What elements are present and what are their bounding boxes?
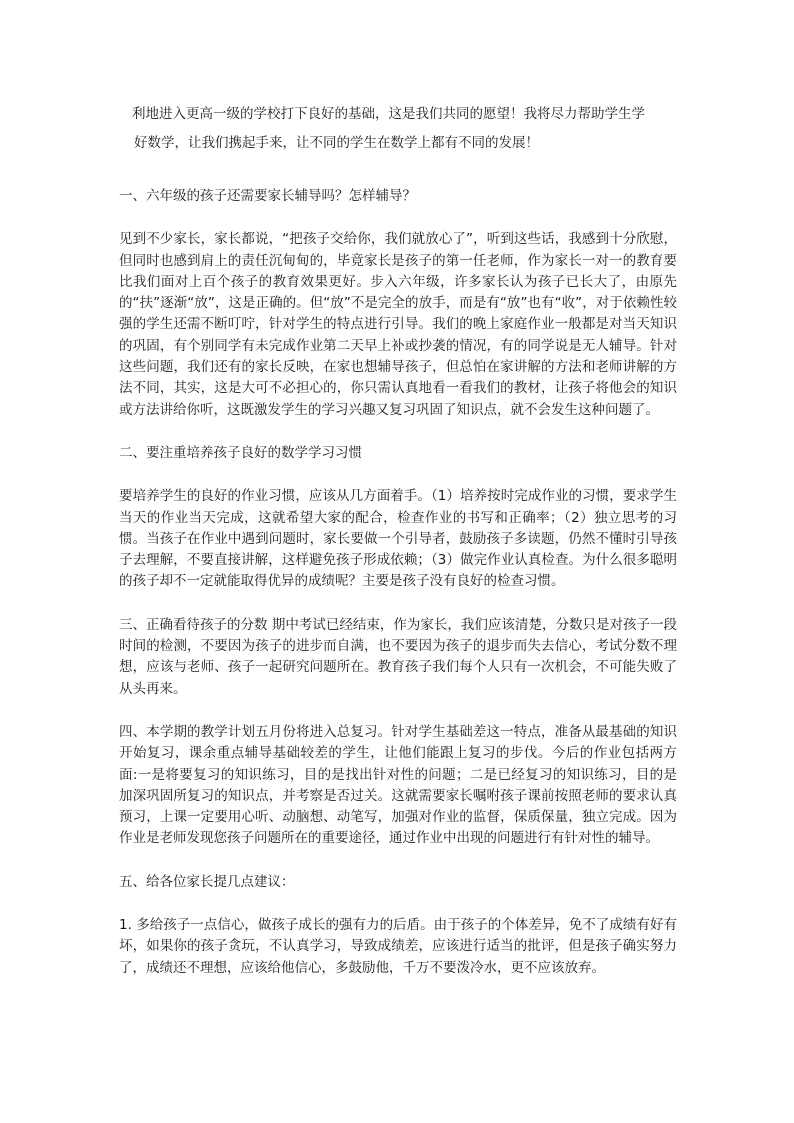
section-1-heading: 一、六年级的孩子还需要家长辅导吗？怎样辅导？ (119, 188, 416, 204)
intro-line-2: 好数学，让我们携起手来，让不同的学生在数学上都有不同的发展！ (134, 135, 539, 151)
intro-paragraph (120, 100, 680, 158)
document-content (119, 186, 677, 1001)
section-2-heading: 二、要注重培养孩子良好的数学学习习惯 (119, 444, 362, 461)
section-5-heading: 五、给各位家长提几点建议： (119, 873, 295, 890)
intro-line-1: 利地进入更高一级的学校打下良好的基础，这是我们共同的愿望！我将尽力帮助学生学 (132, 106, 645, 122)
section-3-body: 三、正确看待孩子的分数 期中考试已经结束，作为家长，我们应该清楚，分数只是对孩子一段时间的检测，不要因为孩子的进步而自满，也不要因为孩子的退步而失去信心，考试分数不理想，应该与老师、孩子一起研究问题所在。教育孩子我们每个人只有一次机会，不可能失败了从头再来。 (119, 616, 677, 697)
section-2-body: 要培养学生的良好的作业习惯，应该从几方面着手。（1）培养按时完成作业的习惯，要求学生当天的作业当天完成，这就希望大家的配合，检查作业的书写和正确率；（2）独立思考的习惯。当孩子在作业中遇到问题时，家长要做一个引导者，鼓励孩子多读题，仍然不懂时引导孩子去理解，不要直接讲解，这样避免孩子形成依赖；（3）做完作业认真检查。为什么很多聪明的孩子却不一定就能取得优异的成绩呢？主要是孩子没有良好的检查习惯。 (119, 488, 677, 590)
section-5-body: 1. 多给孩子一点信心，做孩子成长的强有力的后盾。由于孩子的个体差异，免不了成绩有好有坏，如果你的孩子贪玩，不认真学习，导致成绩差，应该进行适当的批评，但是孩子确实努力了，成绩还不理想，应该给他信心，多鼓励他，千万不要泼冷水，更不应该放弃。 (119, 917, 677, 976)
section-1-body: 见到不少家长，家长都说，“把孩子交给你，我们就放心了”，听到这些话，我感到十分欣慰，但同时也感到肩上的责任沉甸甸的，毕竟家长是孩子的第一任老师，作为家长一对一的教育要比我们面对上百个孩子的教育效果更好。步入六年级，许多家长认为孩子已长大了，由原先的“扶”逐渐“放”，这是正确的。但“放”不是完全的放手，而是有“放”也有“收”，对于依赖性较强的学生还需不断叮咛，针对学生的特点进行引导。我们的晚上家庭作业一般都是对当天知识的巩固，有个别同学有未完成作业第二天早上补或抄袭的情况，有的同学说是无人辅导。针对这些问题，我们还有的家长反映，在家也想辅导孩子，但总怕在家讲解的方法和老师讲解的方法不同，其实，这是大可不必担心的，你只需认真地看一看我们的教材，让孩子将他会的知识或方法讲给你听，这既激发学生的学习兴趣又复习巩固了知识点，就不会发生这种问题了。 (119, 231, 677, 418)
section-4-body: 四、本学期的教学计划五月份将进入总复习。针对学生基础差这一特点，准备从最基础的知识开始复习，课余重点辅导基础较差的学生，让他们能跟上复习的步伐。今后的作业包括两方面:一是将要复习的知识练习，目的是找出针对性的问题；二是已经复习的知识练习，目的是加深巩固所复习的知识点，并考察是否过关。这就需要家长嘱咐孩子课前按照老师的要求认真预习，上课一定要用心听、动脑想、动笔写，加强对作业的监督，保质保量，独立完成。因为作业是老师发现您孩子问题所在的重要途径，通过作业中出现的问题进行有针对性的辅导。 (119, 723, 677, 847)
